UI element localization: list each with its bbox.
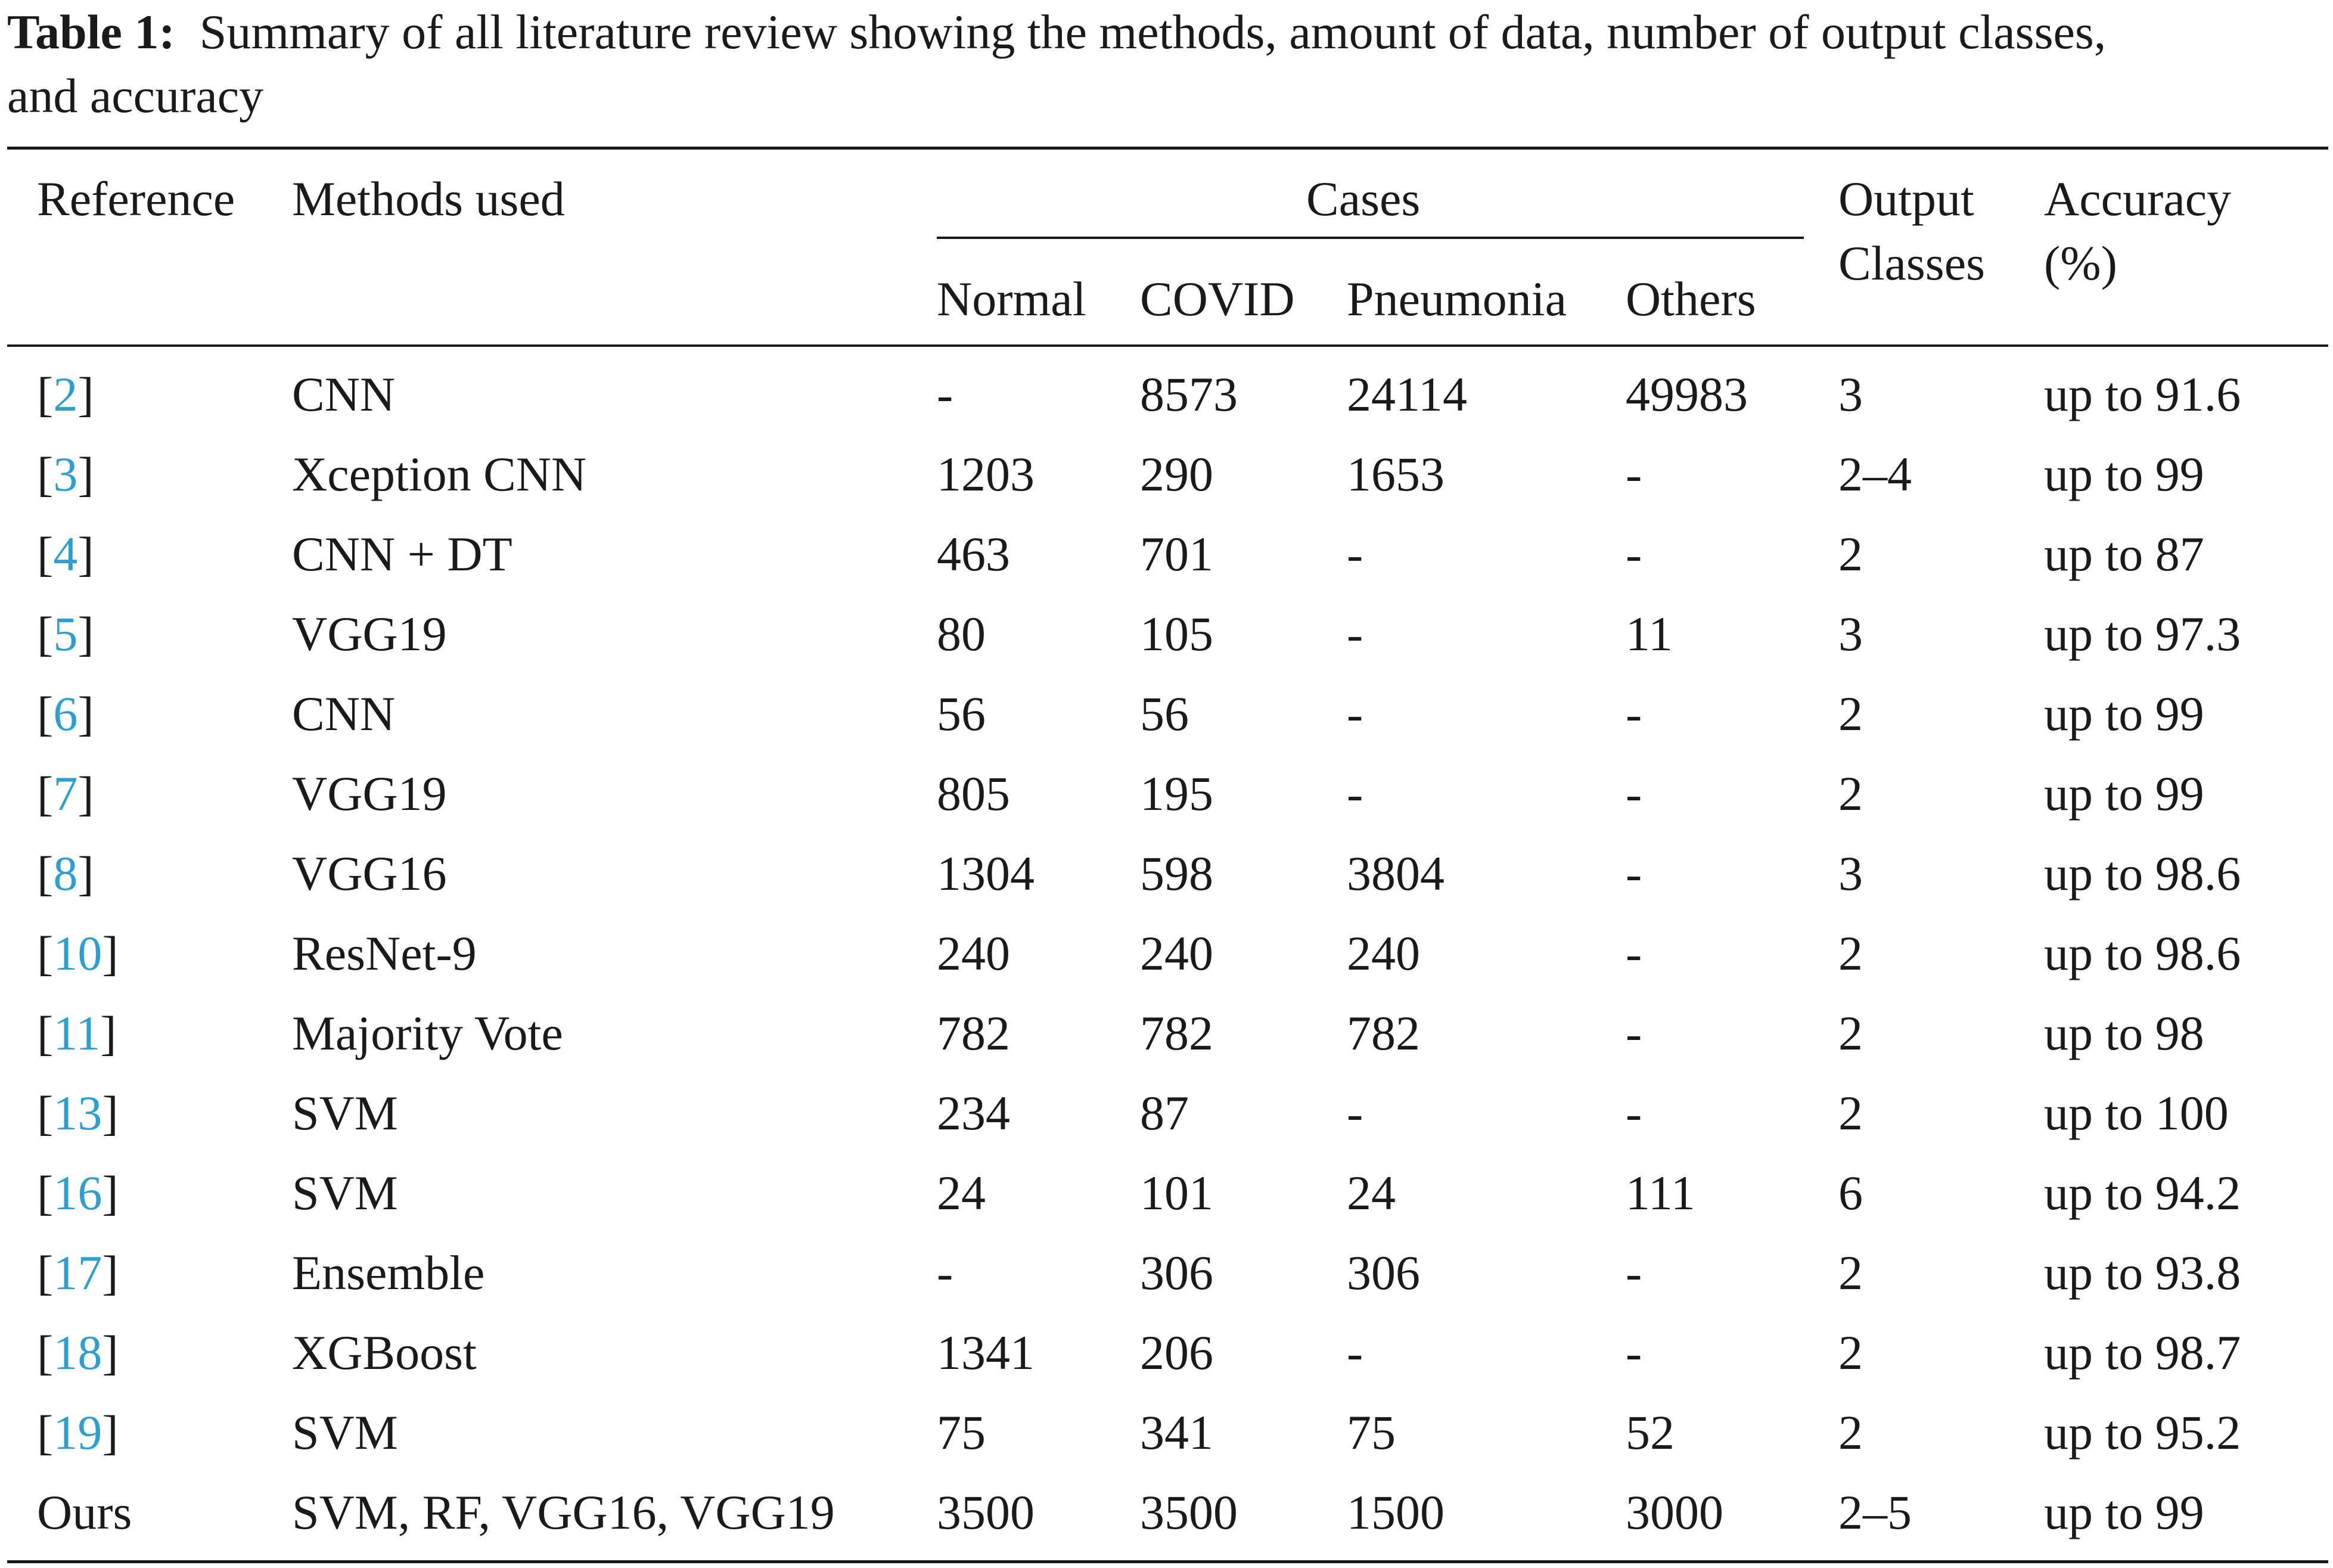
others-cell: - <box>1626 926 1642 980</box>
reference-bracket-close: ] <box>77 607 94 661</box>
others-cell: 52 <box>1626 1405 1675 1460</box>
reference-link[interactable]: 8 <box>53 846 78 901</box>
header-normal: Normal <box>937 272 1086 326</box>
method-cell: Majority Vote <box>292 1006 563 1060</box>
normal-cell: 805 <box>937 766 1010 821</box>
others-cell: - <box>1626 1086 1642 1140</box>
normal-cell: 463 <box>937 527 1010 581</box>
accuracy-cell: up to 94.2 <box>2044 1166 2241 1220</box>
reference-bracket-close: ] <box>77 687 94 741</box>
normal-cell: 782 <box>937 1006 1010 1060</box>
accuracy-cell: up to 98.6 <box>2044 926 2241 980</box>
caption-text-1: Summary of all literature review showing the methods, amount of data, number of output classes, <box>199 5 2107 59</box>
covid-cell: 701 <box>1140 527 1213 581</box>
caption-label: Table 1: <box>7 5 175 59</box>
caption-line-2: and accuracy <box>7 69 264 123</box>
covid-cell: 341 <box>1140 1405 1213 1460</box>
others-cell: - <box>1626 1246 1642 1300</box>
others-cell: - <box>1626 447 1642 501</box>
others-cell: 11 <box>1626 607 1673 661</box>
normal-cell: 240 <box>937 926 1010 980</box>
covid-cell: 306 <box>1140 1246 1213 1300</box>
reference-link[interactable]: 6 <box>53 687 78 741</box>
reference-cell <box>37 1243 119 1303</box>
classes-cell: 2 <box>1838 1325 1863 1380</box>
covid-cell: 195 <box>1140 766 1213 821</box>
method-cell: SVM <box>292 1166 398 1220</box>
others-cell: - <box>1626 527 1642 581</box>
header-output-classes-1: Output <box>1838 172 1974 226</box>
accuracy-cell: up to 87 <box>2044 527 2204 581</box>
reference-link[interactable]: 16 <box>53 1166 102 1220</box>
pneumonia-cell: - <box>1347 527 1363 581</box>
reference-bracket-close: ] <box>100 1006 117 1060</box>
accuracy-cell: up to 98.7 <box>2044 1325 2241 1380</box>
method-cell: SVM <box>292 1086 398 1140</box>
accuracy-cell: up to 99 <box>2044 687 2204 741</box>
others-cell: 49983 <box>1626 367 1748 421</box>
reference-cell <box>37 684 94 744</box>
accuracy-cell: up to 93.8 <box>2044 1246 2241 1300</box>
header-others: Others <box>1626 272 1756 326</box>
others-cell: - <box>1626 766 1642 821</box>
classes-cell: 2 <box>1838 766 1863 821</box>
covid-cell: 3500 <box>1140 1485 1238 1539</box>
reference-bracket-close: ] <box>77 447 94 501</box>
table-header-rule <box>7 344 2328 347</box>
pneumonia-cell: 1500 <box>1347 1485 1444 1539</box>
covid-cell: 56 <box>1140 687 1189 741</box>
method-cell: CNN + DT <box>292 527 512 581</box>
reference-bracket-open: [ <box>37 846 54 901</box>
normal-cell: - <box>937 367 953 421</box>
classes-cell: 2 <box>1838 687 1863 741</box>
header-pneumonia: Pneumonia <box>1347 272 1567 326</box>
reference-bracket-close: ] <box>102 1166 119 1220</box>
pneumonia-cell: 75 <box>1347 1405 1396 1460</box>
reference-cell <box>37 924 119 983</box>
reference-bracket-open: [ <box>37 687 54 741</box>
covid-cell: 782 <box>1140 1006 1213 1060</box>
classes-cell: 2 <box>1838 1405 1863 1460</box>
header-accuracy-2: (%) <box>2044 236 2117 290</box>
pneumonia-cell: 306 <box>1347 1246 1420 1300</box>
covid-cell: 240 <box>1140 926 1213 980</box>
normal-cell: 56 <box>937 687 986 741</box>
method-cell: ResNet-9 <box>292 926 477 980</box>
reference-bracket-open: [ <box>37 766 54 821</box>
normal-cell: 3500 <box>937 1485 1035 1539</box>
method-cell: VGG19 <box>292 607 447 661</box>
covid-cell: 8573 <box>1140 367 1238 421</box>
reference-link[interactable]: 10 <box>53 926 102 980</box>
covid-cell: 290 <box>1140 447 1213 501</box>
reference-bracket-open: [ <box>37 926 54 980</box>
reference-bracket-open: [ <box>37 367 54 421</box>
reference-cell <box>37 1083 119 1143</box>
classes-cell: 3 <box>1838 607 1863 661</box>
accuracy-cell: up to 98.6 <box>2044 846 2241 901</box>
reference-bracket-open: [ <box>37 447 54 501</box>
covid-cell: 87 <box>1140 1086 1189 1140</box>
pneumonia-cell: 240 <box>1347 926 1420 980</box>
reference-cell <box>37 604 94 664</box>
method-cell: CNN <box>292 687 396 741</box>
normal-cell: 24 <box>937 1166 986 1220</box>
reference-bracket-close: ] <box>102 926 119 980</box>
normal-cell: 1304 <box>937 846 1035 901</box>
reference-cell <box>37 1323 119 1383</box>
pneumonia-cell: - <box>1347 607 1363 661</box>
pneumonia-cell: - <box>1347 766 1363 821</box>
normal-cell: 80 <box>937 607 986 661</box>
covid-cell: 206 <box>1140 1325 1213 1380</box>
table-caption <box>7 0 2328 128</box>
header-output-classes-2: Classes <box>1838 236 1985 290</box>
reference-cell <box>37 1403 119 1463</box>
cases-span-rule <box>937 237 1804 239</box>
header-methods: Methods used <box>292 172 565 226</box>
reference-cell <box>37 1163 119 1223</box>
classes-cell: 2 <box>1838 1086 1863 1140</box>
reference-bracket-open: [ <box>37 1246 54 1300</box>
others-cell: - <box>1626 687 1642 741</box>
reference-bracket-open: [ <box>37 1086 54 1140</box>
accuracy-cell: up to 95.2 <box>2044 1405 2241 1460</box>
reference-bracket-close: ] <box>102 1325 119 1380</box>
header-cases: Cases <box>1306 172 1421 226</box>
reference-bracket-close: ] <box>77 367 94 421</box>
covid-cell: 598 <box>1140 846 1213 901</box>
pneumonia-cell: - <box>1347 1086 1363 1140</box>
pneumonia-cell: - <box>1347 687 1363 741</box>
reference-cell <box>37 1004 117 1063</box>
accuracy-cell: up to 91.6 <box>2044 367 2241 421</box>
reference-link[interactable]: 2 <box>53 367 78 421</box>
caption-line-1 <box>7 0 2328 64</box>
method-cell: VGG16 <box>292 846 447 901</box>
reference-bracket-open: [ <box>37 1325 54 1380</box>
normal-cell: 1203 <box>937 447 1035 501</box>
reference-link[interactable]: 18 <box>53 1325 102 1380</box>
method-cell: SVM <box>292 1405 398 1460</box>
classes-cell: 2 <box>1838 1006 1863 1060</box>
reference-link[interactable]: 5 <box>53 607 78 661</box>
pneumonia-cell: - <box>1347 1325 1363 1380</box>
others-cell: - <box>1626 846 1642 901</box>
reference-link[interactable]: 19 <box>53 1405 102 1460</box>
classes-cell: 2–5 <box>1838 1485 1912 1539</box>
method-cell: SVM, RF, VGG16, VGG19 <box>292 1485 835 1539</box>
method-cell: Ensemble <box>292 1246 485 1300</box>
classes-cell: 2 <box>1838 1246 1863 1300</box>
method-cell: VGG19 <box>292 766 447 821</box>
pneumonia-cell: 24114 <box>1347 367 1467 421</box>
classes-cell: 6 <box>1838 1166 1863 1220</box>
reference-cell <box>37 844 94 903</box>
accuracy-cell: up to 98 <box>2044 1006 2204 1060</box>
table-bottom-rule <box>7 1560 2328 1563</box>
accuracy-cell: up to 100 <box>2044 1086 2229 1140</box>
covid-cell: 105 <box>1140 607 1213 661</box>
reference-bracket-open: [ <box>37 1166 54 1220</box>
accuracy-cell: up to 99 <box>2044 447 2204 501</box>
others-cell: 3000 <box>1626 1485 1723 1539</box>
reference-bracket-open: [ <box>37 527 54 581</box>
reference-bracket-close: ] <box>77 766 94 821</box>
caption-spacer <box>175 5 200 59</box>
reference-cell <box>37 764 94 824</box>
classes-cell: 2–4 <box>1838 447 1912 501</box>
reference-cell <box>37 445 94 504</box>
classes-cell: 3 <box>1838 367 1863 421</box>
reference-link[interactable]: 13 <box>53 1086 102 1140</box>
reference-link[interactable]: 7 <box>53 766 78 821</box>
normal-cell: 234 <box>937 1086 1010 1140</box>
covid-cell: 101 <box>1140 1166 1213 1220</box>
pneumonia-cell: 24 <box>1347 1166 1396 1220</box>
normal-cell: 75 <box>937 1405 986 1460</box>
header-accuracy-1: Accuracy <box>2044 172 2232 226</box>
method-cell: Xception CNN <box>292 447 587 501</box>
reference-bracket-open: [ <box>37 1405 54 1460</box>
method-cell: XGBoost <box>292 1325 477 1380</box>
reference-bracket-open: [ <box>37 607 54 661</box>
reference-link[interactable]: 11 <box>53 1006 101 1060</box>
reference-bracket-close: ] <box>77 846 94 901</box>
header-reference: Reference <box>37 172 235 226</box>
accuracy-cell: up to 99 <box>2044 1485 2204 1539</box>
reference-bracket-close: ] <box>102 1086 119 1140</box>
header-covid: COVID <box>1140 272 1295 326</box>
classes-cell: 3 <box>1838 846 1863 901</box>
normal-cell: 1341 <box>937 1325 1035 1380</box>
pneumonia-cell: 3804 <box>1347 846 1444 901</box>
reference-bracket-close: ] <box>77 527 94 581</box>
others-cell: - <box>1626 1325 1642 1380</box>
reference-cell <box>37 524 94 584</box>
others-cell: 111 <box>1626 1166 1695 1220</box>
reference-bracket-close: ] <box>102 1246 119 1300</box>
accuracy-cell: up to 97.3 <box>2044 607 2241 661</box>
reference-link[interactable]: 4 <box>53 527 78 581</box>
accuracy-cell: up to 99 <box>2044 766 2204 821</box>
reference-cell <box>37 365 94 424</box>
reference-cell: Ours <box>37 1485 132 1539</box>
classes-cell: 2 <box>1838 527 1863 581</box>
pneumonia-cell: 1653 <box>1347 447 1444 501</box>
reference-bracket-close: ] <box>102 1405 119 1460</box>
reference-link[interactable]: 3 <box>53 447 78 501</box>
reference-bracket-open: [ <box>37 1006 54 1060</box>
method-cell: CNN <box>292 367 396 421</box>
pneumonia-cell: 782 <box>1347 1006 1420 1060</box>
classes-cell: 2 <box>1838 926 1863 980</box>
others-cell: - <box>1626 1006 1642 1060</box>
normal-cell: - <box>937 1246 953 1300</box>
reference-link[interactable]: 17 <box>53 1246 102 1300</box>
table-top-rule <box>7 147 2328 150</box>
